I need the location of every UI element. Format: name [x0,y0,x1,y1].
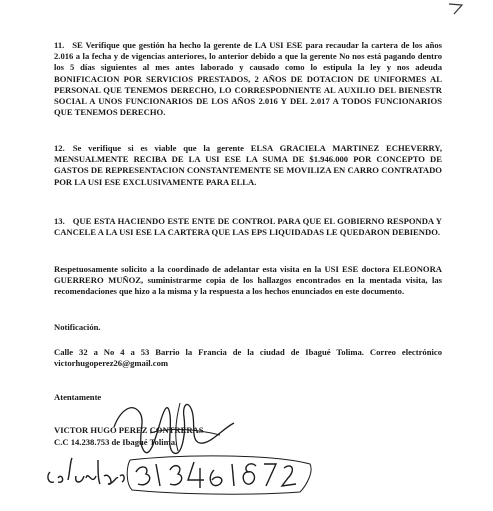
item-12 [54,143,442,188]
item-text: QUE ESTA HACIENDO ESTE ENTE DE CONTROL PARA QUE EL GOBIERNO RESPONDA Y CANCELE A LA USI ESE LA CARTERA QUE LAS EPS LIQUIDADAS LE QUEDARON DEBIENDO. [54,216,442,238]
closing-salutation: Atentamente [54,392,102,402]
item-number: 12. [54,143,65,153]
notification-label: Notificación. [54,322,101,332]
item-text: Se verifique si es viable que la gerente ELSA GRACIELA MARTINEZ ECHEVERRY, MENSUALMENTE RECIBA DE LA USI ESE LA SUMA DE $1.946.000 POR CONCEPTO DE GASTOS DE REPRESENTACION CONSTANTEMENTE SE MOVILIZA EN CARRO CONTRATADO POR LA USI ESE EXCLUSIVAMENTE PARA ELLA. [54,143,442,187]
signer-name: VICTOR HUGO PEREZ CONTRERAS [54,425,204,435]
request-paragraph: Respetuosamente solicito a la coordinado de adelantar esta visita en la USI ESE doctora ELEONORA GUERRERO MUÑOZ, suministrarme copia de los hallazgos encontrados en la mentada visita, las recomendaciones que hizo a la misma y la respuesta a los hechos enunciados en este documento. [54,264,442,297]
address-paragraph: Calle 32 a No 4 a 53 Barrio la Francia de la ciudad de Ibagué Tolima. Correo electrónico victorhugoperez26@gmail.com [54,347,442,369]
item-13 [54,216,442,238]
item-number: 13. [54,216,65,226]
signer-id: C.C 14.238.753 de Ibagué Tolima. [54,436,178,447]
item-11 [54,40,442,118]
corner-pen-mark [448,2,468,16]
handwritten-phone-note [44,450,314,498]
item-text: SE Verifique que gestión ha hecho la gerente de LA USI ESE para recaudar la cartera de los años 2.016 a la fecha y de vigencias anteriores, lo anterior debido a que la gerente No nos está pagando dentro los 5 días siguientes al mes antes laborado y causado como lo estipula la ley y nos adeuda BONIFICACION POR SERVICIOS PRESTADOS, 2 AÑOS DE DOTACION DE UNIFORMES AL PERSONAL QUE TENEMOS DERECHO, LO CORRESPODNIENTE AL AUXILIO DEL BIENESTR SOCIAL A UNOS FUNCIONARIOS DE LOS AÑOS 2.016 Y DEL 2.017 A TODOS FUNCIONARIOS QUE TENEMOS DERECHO. [54,40,442,118]
item-number: 11. [54,40,65,50]
